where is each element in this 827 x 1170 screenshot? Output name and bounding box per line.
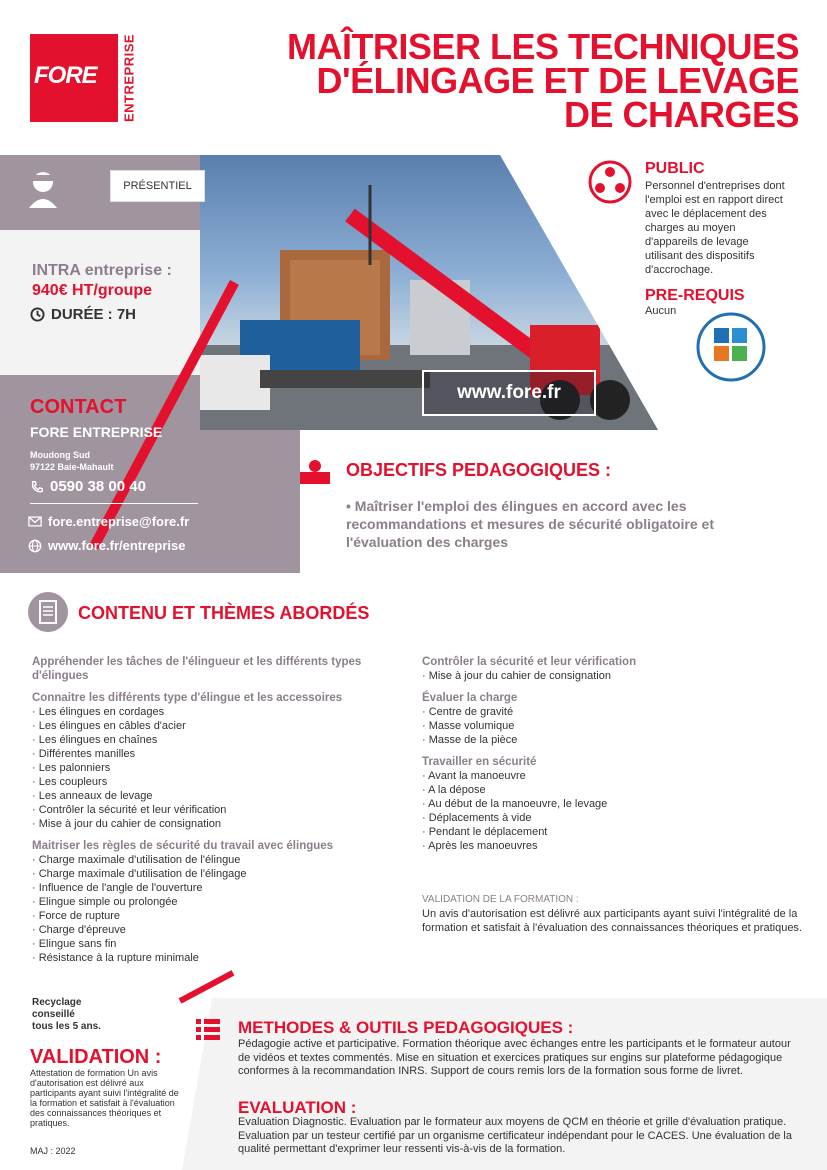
document-icon <box>28 592 68 632</box>
list-item: · Charge maximale d'utilisation de l'élingage <box>32 868 247 880</box>
section-heading: Connaitre les différents type d'élingue et les accessoires <box>32 692 343 704</box>
validation-title: VALIDATION : <box>30 1046 162 1068</box>
list-item: · Résistance à la rupture minimale <box>32 952 199 964</box>
title-line-2: D'ÉLINGAGE ET DE LEVAGE <box>316 60 799 101</box>
contact-website[interactable]: www.fore.fr/entreprise <box>28 538 186 553</box>
accessibility-badge-icon <box>696 312 766 382</box>
list-item: · Les anneaux de levage <box>32 790 153 802</box>
methods-text: Pédagogie active et participative. Formation théorique avec échanges entre les participants et le formateur autour de vidéos et textes commentés. Mise en situation et exercices pratiques sur engins sur plateforme pédagogique conformes à la recommandation INRS. Support de cours remis lors de la formation sous forme de livret. <box>238 1038 791 1077</box>
phone-icon <box>30 480 44 494</box>
list-item: · Charge d'épreuve <box>32 924 126 936</box>
title-line-3: DE CHARGES <box>563 94 799 135</box>
website-banner[interactable]: www.fore.fr <box>422 370 596 416</box>
contact-org: FORE ENTREPRISE <box>30 424 163 440</box>
list-item: · Après les manoeuvres <box>422 840 538 852</box>
section-heading: Maitriser les règles de sécurité du travail avec élingues <box>32 840 334 852</box>
update-date: MAJ : 2022 <box>30 1146 76 1156</box>
public-title: PUBLIC <box>645 160 705 177</box>
list-item: · Contrôler la sécurité et leur vérification <box>32 804 227 816</box>
title-line-1: MAÎTRISER LES TECHNIQUES <box>286 26 799 67</box>
contact-phone[interactable]: 0590 38 00 40 <box>30 478 146 495</box>
list-item: · Elingue simple ou prolongée <box>32 896 178 908</box>
prerequis-text: Aucun <box>645 305 677 317</box>
list-item: · Elingue sans fin <box>32 938 117 950</box>
contact-address: Moudong Sud 97122 Baie-Mahault <box>30 450 114 472</box>
contact-title: CONTACT <box>30 396 127 418</box>
objectives-text: • Maîtriser l'emploi des élingues en accord avec les recommandations et mesures de sécurité obligatoire et l'évaluation des charges <box>346 498 715 550</box>
duration: DURÉE : 7H <box>30 306 136 323</box>
list-item: · Masse volumique <box>422 720 515 732</box>
clock-icon <box>30 307 45 322</box>
list-item: · Pendant le déplacement <box>422 826 548 838</box>
price: 940€ HT/groupe <box>32 282 153 299</box>
list-item: · Masse de la pièce <box>422 734 518 746</box>
public-icon <box>588 160 632 204</box>
list-item: · Mise à jour du cahier de consignation <box>32 818 221 830</box>
globe-icon <box>28 539 42 553</box>
content-right-column <box>422 655 802 935</box>
list-item: · A la dépose <box>422 784 486 796</box>
list-item: · Les palonniers <box>32 762 111 774</box>
list-item: · Au début de la manoeuvre, le levage <box>422 798 608 810</box>
logo-brand: FORE <box>34 62 97 89</box>
list-item: · Centre de gravité <box>422 706 514 718</box>
teacher-icon <box>300 458 330 486</box>
mail-icon <box>28 516 42 527</box>
list-item: · Différentes manilles <box>32 748 136 760</box>
evaluation-text: Evaluation Diagnostic. Evaluation par le formateur aux moyens de QCM en théorie et grille d'évaluation pratique. Evaluation par un testeur certifié par un organisme certificateur indépendant pour le CACES. Une évaluation de la qualité permettant d'exprimer leur ressenti vis-à-vis de la formation. <box>238 1116 792 1155</box>
section-heading: Évaluer la charge <box>422 692 518 704</box>
validation-text: Attestation de formation Un avis d'autorisation est délivré aux participants ayant suivi l'intégralité de la formation et satisfait à l'évaluation des connaissances théoriques et pratiques. <box>30 1068 179 1128</box>
trainee-icon <box>26 168 60 208</box>
list-item: · Déplacements à vide <box>422 812 532 824</box>
list-item: · Les élingues en cordages <box>32 706 165 718</box>
contact-email[interactable]: fore.entreprise@fore.fr <box>28 514 189 529</box>
validation-formation-text: Un avis d'autorisation est délivré aux participants ayant suivi l'intégralité de la formation et satisfait à l'évaluation des connaissances théoriques et pratiques. <box>422 908 802 934</box>
section-heading: Contrôler la sécurité et leur vérification <box>422 656 637 668</box>
list-item: · Les élingues en chaînes <box>32 734 158 746</box>
list-icon <box>196 1018 220 1042</box>
validation-formation-heading: VALIDATION DE LA FORMATION : <box>422 894 579 905</box>
section-heading: Appréhender les tâches de l'élingueur et les différents types d'élingues <box>32 656 362 682</box>
content-title: CONTENU ET THÈMES ABORDÉS <box>78 603 370 623</box>
list-item: · Force de rupture <box>32 910 121 922</box>
list-item: · Avant la manoeuvre <box>422 770 526 782</box>
list-item: · Influence de l'angle de l'ouverture <box>32 882 203 894</box>
list-item: · Mise à jour du cahier de consignation <box>422 670 611 682</box>
content-left-column <box>32 655 402 965</box>
recyclage-note: Recyclage conseillé tous les 5 ans. <box>32 997 101 1032</box>
intra-label: INTRA entreprise : <box>32 262 172 279</box>
objectives-title: OBJECTIFS PEDAGOGIQUES : <box>346 460 612 480</box>
contact-divider <box>30 503 198 504</box>
list-item: · Les élingues en câbles d'acier <box>32 720 186 732</box>
evaluation-title: EVALUATION : <box>238 1098 357 1117</box>
prerequis-title: PRE-REQUIS <box>645 287 745 304</box>
public-text: Personnel d'entreprises dont l'emploi est en rapport direct avec le déplacement des charges au moyen d'appareils de levage utilisant des dispositifs d'accrochage. <box>645 180 785 276</box>
page-title <box>199 26 799 135</box>
list-item: · Les coupleurs <box>32 776 108 788</box>
methods-title: METHODES & OUTILS PEDAGOGIQUES : <box>238 1018 574 1037</box>
logo-sub: ENTREPRISE <box>121 33 137 123</box>
mode-badge: PRÉSENTIEL <box>110 170 205 202</box>
section-heading: Travailler en sécurité <box>422 756 537 768</box>
list-item: · Charge maximale d'utilisation de l'élingue <box>32 854 241 866</box>
